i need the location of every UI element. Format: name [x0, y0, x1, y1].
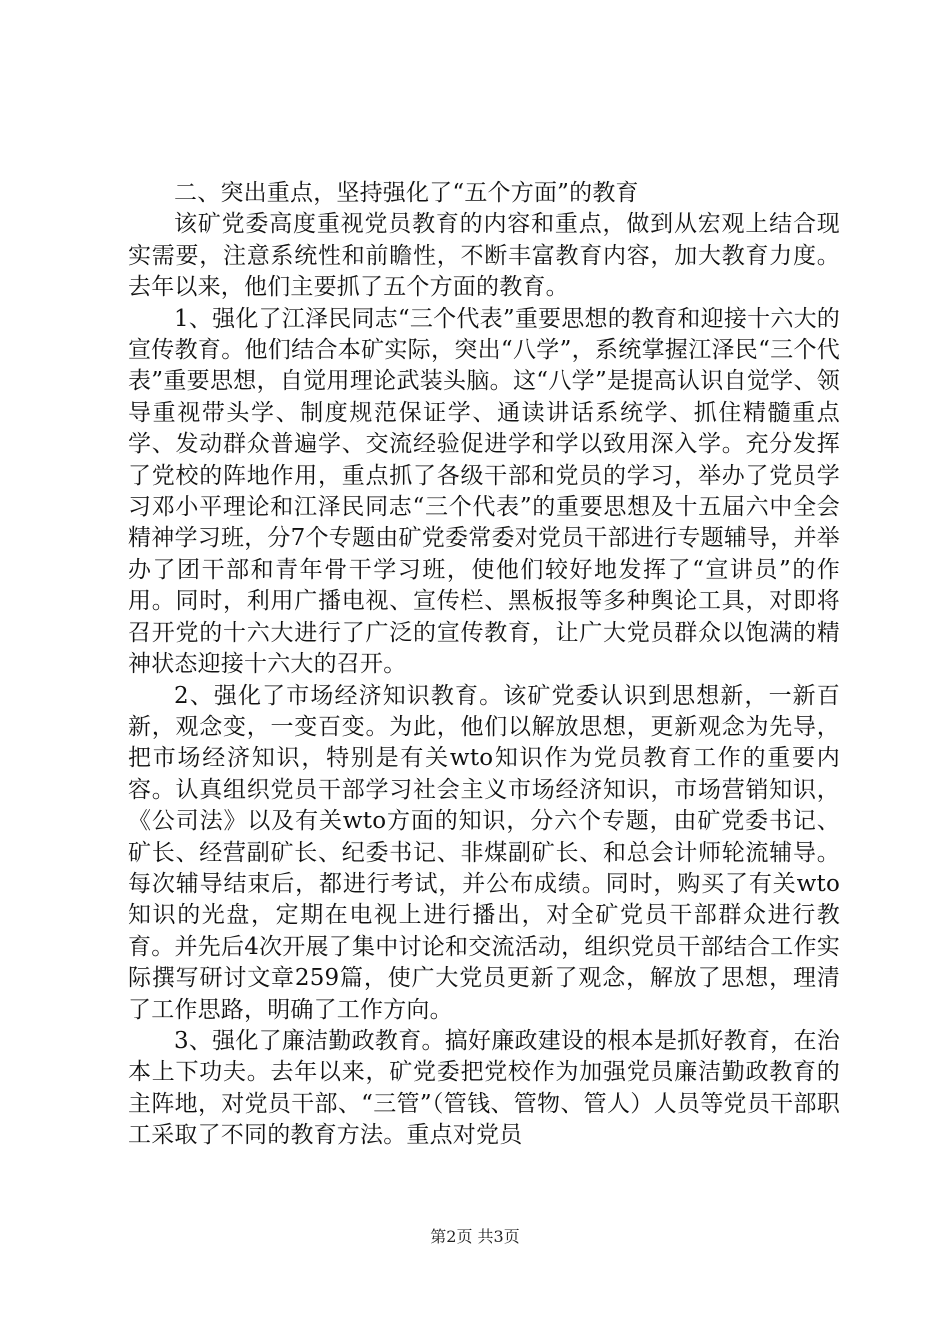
paragraph-intro: 该矿党委高度重视党员教育的内容和重点，做到从宏观上结合现实需要，注意系统性和前瞻性，不断丰富教育内容，加大教育力度。去年以来，他们主要抓了五个方面的教育。	[128, 211, 840, 301]
paragraph-item-3: 3、强化了廉洁勤政教育。搞好廉政建设的根本是抓好教育，在治本上下功夫。去年以来，矿党委把党校作为加强党员廉洁勤政教育的主阵地，对党员干部、“三管”（管钱、管物、管人）人员等党员干部职工采取了不同的教育方法。重点对党员	[128, 1027, 840, 1149]
document-body	[128, 178, 840, 1152]
section-heading: 二、突出重点，坚持强化了“五个方面”的教育	[174, 180, 639, 206]
page-footer: 第2页 共3页	[430, 1227, 520, 1246]
paragraph-item-2: 2、强化了市场经济知识教育。该矿党委认识到思想新，一新百新，观念变，一变百变。为此，他们以解放思想，更新观念为先导，把市场经济知识，特别是有关wto知识作为党员教育工作的重要内容。认真组织党员干部学习社会主义市场经济知识，市场营销知识，《公司法》以及有关wto方面的知识，分六个专题，由矿党委书记、矿长、经营副矿长、纪委书记、非煤副矿长、和总会计师轮流辅导。每次辅导结束后，都进行考试，并公布成绩。同时，购买了有关wto知识的光盘，定期在电视上进行播出，对全矿党员干部群众进行教育。并先后4次开展了集中讨论和交流活动，组织党员干部结合工作实际撰写研讨文章259篇，使广大党员更新了观念，解放了思想，理清了工作思路，明确了工作方向。	[128, 682, 840, 1023]
paragraph-item-1: 1、强化了江泽民同志“三个代表”重要思想的教育和迎接十六大的宣传教育。他们结合本矿实际，突出“八学”，系统掌握江泽民“三个代表”重要思想，自觉用理论武装头脑。这“八学”是提高认识自觉学、领导重视带头学、制度规范保证学、通读讲话系统学、抓住精髓重点学、发动群众普遍学、交流经验促进学和学以致用深入学。充分发挥了党校的阵地作用，重点抓了各级干部和党员的学习，举办了党员学习邓小平理论和江泽民同志“三个代表”的重要思想及十五届六中全会精神学习班，分7个专题由矿党委常委对党员干部进行专题辅导，并举办了团干部和青年骨干学习班，使他们较好地发挥了“宣讲员”的作用。同时，利用广播电视、宣传栏、黑板报等多种舆论工具，对即将召开党的十六大进行了广泛的宣传教育，让广大党员群众以饱满的精神状态迎接十六大的召开。	[128, 305, 840, 678]
